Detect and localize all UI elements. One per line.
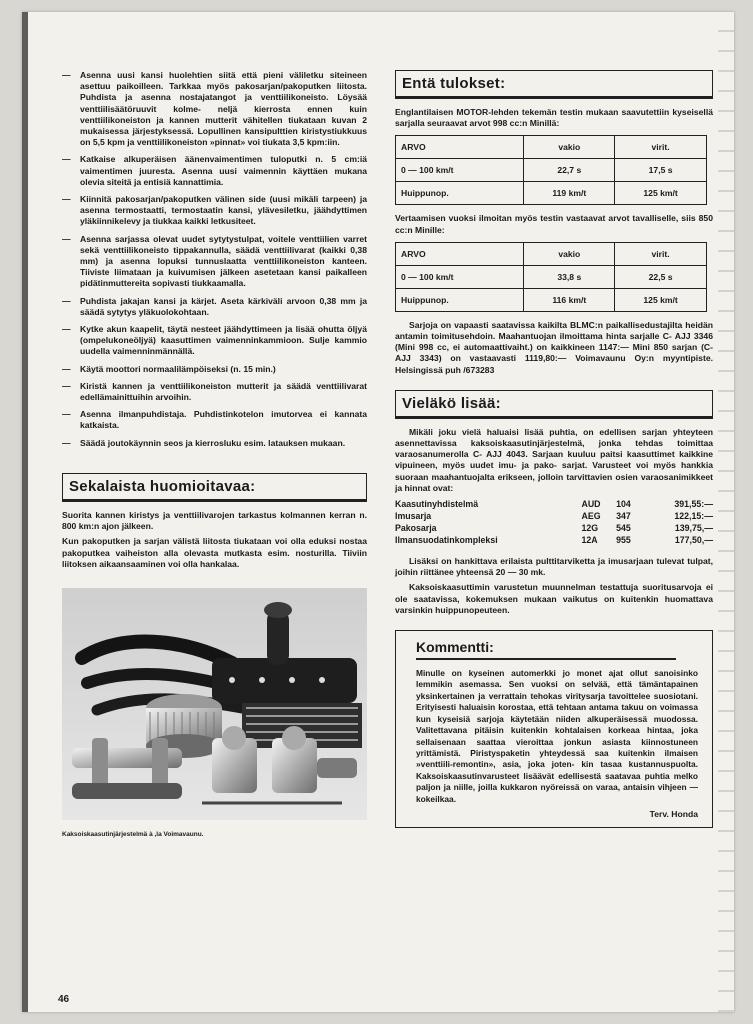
table-cell: 119 km/t xyxy=(524,182,615,205)
table-row xyxy=(396,136,707,159)
table-cell: ARVO xyxy=(396,242,524,265)
table-cell: 0 — 100 km/t xyxy=(396,159,524,182)
table-cell: 125 km/t xyxy=(615,288,707,311)
sekalaista-paragraph: Kun pakoputken ja sarjan välistä liitosta tiukataan voi olla eduksi nostaa pakoputkea vaiheiston alla olevasta mutkasta esim. nosturilla. Tiiviin liitoksen aikaansaaminen voi olla hankalaa. xyxy=(62,536,367,569)
right-column xyxy=(395,70,713,828)
instruction-item: — Katkaise alkuperäisen äänenvaimentimen tuloputki n. 5 cm:iä vaimentimen juuresta. Asenna uusi vaimennin käyttäen mukana olevia siteitä ja entisiä kannattimia. xyxy=(62,154,367,188)
part-number: 955 xyxy=(616,535,631,546)
part-name: Imusarja xyxy=(395,511,432,522)
price-row xyxy=(395,522,713,534)
table-cell: 125 km/t xyxy=(615,182,707,205)
page-spine xyxy=(22,12,28,1012)
instruction-list xyxy=(62,70,367,449)
table-cell: 116 km/t xyxy=(524,288,615,311)
table-cell: 17,5 s xyxy=(615,159,707,182)
price-row xyxy=(395,498,713,510)
table-cell: Huippunop. xyxy=(396,182,524,205)
table-cell: ARVO xyxy=(396,136,524,159)
photo-caption: Kaksoiskaasutinjärjestelmä à ,la Voimavaunu. xyxy=(62,830,204,838)
instruction-item: — Käytä moottori normaalilämpöiseksi (n. 15 min.) xyxy=(62,364,367,375)
tulokset-intro: Englantilaisen MOTOR-lehden tekemän testin mukaan saavutettiin kyseisellä sarjalla seuraavat arvot 998 cc:n Minillä: xyxy=(395,107,713,129)
price-row xyxy=(395,510,713,522)
sekalaista-paragraph: Suorita kannen kiristys ja venttiilivarojen tarkastus kolmannen kerran n. 800 km:n ajon jälkeen. xyxy=(62,509,367,532)
comment-signature: Terv. Honda xyxy=(649,808,698,819)
table-row xyxy=(396,159,707,182)
comment-title: Kommentti: xyxy=(416,639,676,660)
results-table-998 xyxy=(395,135,707,205)
lisaa-paragraph: Kaksoiskaasuttimin varustetun muunnelman testattuja suoritusarvoja ei ole saatavissa, kokemuksen mukaan vaikutus on kuitenkin huomattava varsinkin huippunopeuteen. xyxy=(395,582,713,615)
instruction-item: — Asenna uusi kansi huolehtien siitä että pieni väliletku siteineen asettuu paikoilleen. Tarkkaa myös pakosarjan/pakoputken liitosta. Puhdista ja asenna nostajatangot ja venttiilikoneisto. Löysää venttiilisäätöruuvit kolme- neljä kierrosta ennen kuin venttiilikoneiston ja kannen mutterit vähitellen tiukataan kuvan 2 mukaisessa järjestyksessä. Lopullinen kansipulttien kiristystiukkuus on 5,5 kpm ja venttiilikoneiston »pinnat» voi tiukata 3,5 kpm:iin. xyxy=(62,70,367,148)
table-cell: virit. xyxy=(615,136,707,159)
part-prefix: 12A xyxy=(581,535,598,546)
tulokset-comparison: Vertaamisen vuoksi ilmoitan myös testin vastaavat arvot tavalliselle, siis 850 cc:n Minille: xyxy=(395,213,713,235)
part-number: 347 xyxy=(616,511,631,522)
table-cell: 33,8 s xyxy=(524,265,615,288)
section-title-lisaa: Vieläkö lisää: xyxy=(395,390,713,419)
part-name: Kaasutinyhdistelmä xyxy=(395,499,479,510)
section-title-tulokset: Entä tulokset: xyxy=(395,70,713,99)
instruction-item: — Kiristä kannen ja venttiilikoneiston mutterit ja säädä venttiilivarat edellämainittuihin arvoihin. xyxy=(62,381,367,403)
table-cell: 22,7 s xyxy=(524,159,615,182)
table-cell: vakio xyxy=(524,136,615,159)
part-price: 391,55:— xyxy=(674,499,713,510)
instruction-item: — Kiinnitä pakosarjan/pakoputken välinen side (uusi mikäli tarpeen) ja asenna termostaatti, termostaatin kansi, ylävesiletku, jäähdyttimen yläkiinnikelevy ja tiukkaa kaikki letkusiteet. xyxy=(62,194,367,228)
table-cell: 0 — 100 km/t xyxy=(396,265,524,288)
part-name: Ilmansuodatinkompleksi xyxy=(395,535,498,546)
instruction-item: — Asenna ilmanpuhdistaja. Puhdistinkotelon imutorvea ei kannata katkaista. xyxy=(62,409,367,431)
part-price: 122,15:— xyxy=(674,511,713,522)
instruction-item: — Säädä joutokäynnin seos ja kierrosluku esim. latauksen mukaan. xyxy=(62,438,367,449)
part-price: 177,50,— xyxy=(674,535,713,546)
table-cell: 22,5 s xyxy=(615,265,707,288)
lisaa-paragraph: Lisäksi on hankittava erilaista pulttitarviketta ja imusarjaan tulevat tulpat, joihin riittänee yhteensä 20 — 30 mk. xyxy=(395,556,713,578)
page-edge xyxy=(718,12,734,1012)
table-row xyxy=(396,288,707,311)
parts-price-list xyxy=(395,498,713,546)
part-number: 545 xyxy=(616,523,631,534)
page-number: 46 xyxy=(58,994,70,1005)
part-prefix: 12G xyxy=(581,523,599,534)
tulokset-availability: Sarjoja on vapaasti saatavissa kaikilta BLMC:n paikallisedustajilta heidän antamin toimitusehdoin. Maahantuojan ilmoittama hinta sarjalle C- AJJ 3346 (Mini 998 cc, ei automaattivaiht.) on kaikkineen 1147:— Mini 850 sarjan (C- AJJ 3343) on vastaavasti 1119,80:— Voimavaunu Oy:n myyntipiste. Helsingissä puh /673283 xyxy=(395,319,713,375)
instruction-item: — Puhdista jakajan kansi ja kärjet. Aseta kärkiväli arvoon 0,38 mm ja säädä sytytys yläkuolokohtaan. xyxy=(62,296,367,318)
table-cell: virit. xyxy=(615,242,707,265)
table-row xyxy=(396,242,707,265)
table-cell: vakio xyxy=(524,242,615,265)
magazine-page xyxy=(22,12,734,1012)
table-row xyxy=(396,265,707,288)
part-number: 104 xyxy=(616,499,631,510)
table-row xyxy=(396,182,707,205)
carburettor-kit-photo xyxy=(62,588,367,820)
left-column xyxy=(62,70,367,838)
part-prefix: AEG xyxy=(581,511,601,522)
table-cell: Huippunop. xyxy=(396,288,524,311)
lisaa-paragraph: Mikäli joku vielä haluaisi lisää puhtia, on edellisen sarjan yhteyteen asennettavissa kaksoiskaasutinjärjestelmä, jonka tehdas toimittaa varaosanumerolla C- AJJ 4043. Sarjaan kuuluu paitsi kaasuttimet kaikkine vipuineen, myös uudet imu- ja pako- sarjat. Varusteet voi myös hankkia suoraan maahantuojalta erikseen, jolloin tarvittavien osien varaosanimikkeet ja hinnat ovat: xyxy=(395,426,713,493)
comment-box xyxy=(395,630,713,828)
instruction-item: — Asenna sarjassa olevat uudet sytytystulpat, voitele venttiilien varret sekä venttiilikoneisto tippakannulla, säädä venttiilivarat (kaikki 0,38 mm) ja asenna lopuksi tunnuslaatta venttiilikoneiston kanteen. Tiiviste liimataan ja kuivumisen jälkeen asetetaan kansi paikalleen pidätinmuttereita sopivasti tiukkaamalla. xyxy=(62,234,367,290)
comment-body: Minulle on kyseinen automerkki jo monet ajat ollut sanoisinko lemmikin asemassa. Sen vuoksi on selvää, että tämäntapainen yksinkertainen ja verrattain tehokas viritysarja tavoittelee suosiotani. Erityisesti haluaisin korostaa, että tehtaan antama takuu on voimassa kun kyseisiä sarjoja käytetään niiden alkuperäisessä muodossa. Valitettavana pitäisin kuitenkin kohtalaisen korkeaa hintaa, joka sellaisenaan saattaa vieroittaa jonkun asiasta kiinnostuneen yrittämistä. Piristyspaketin yhteydessä saa kuitenkin ilmaisen »venttiili-remontin», asia, joka joten- kin tasaa kustannuspuolta. Kaksoiskaasutinvarusteet lisäävät edellisestä saatavaa puhtia melko paljon ja niille, joilla kukkaron nyöreissä on varaa, antaisin vihjeen — kokeilkaa. xyxy=(416,668,698,804)
part-price: 139,75,— xyxy=(674,523,713,534)
section-title-sekalaista: Sekalaista huomioitavaa: xyxy=(62,473,367,502)
price-row xyxy=(395,534,713,546)
instruction-item: — Kytke akun kaapelit, täytä nesteet jäähdyttimeen ja lisää ohutta öljyä (ompelukoneöljyä) kaasuttimen vaimenninkammioon. Sulje kammio uudella vaimenninmännällä. xyxy=(62,324,367,358)
part-name: Pakosarja xyxy=(395,523,437,534)
part-prefix: AUD xyxy=(581,499,601,510)
results-table-850 xyxy=(395,242,707,312)
